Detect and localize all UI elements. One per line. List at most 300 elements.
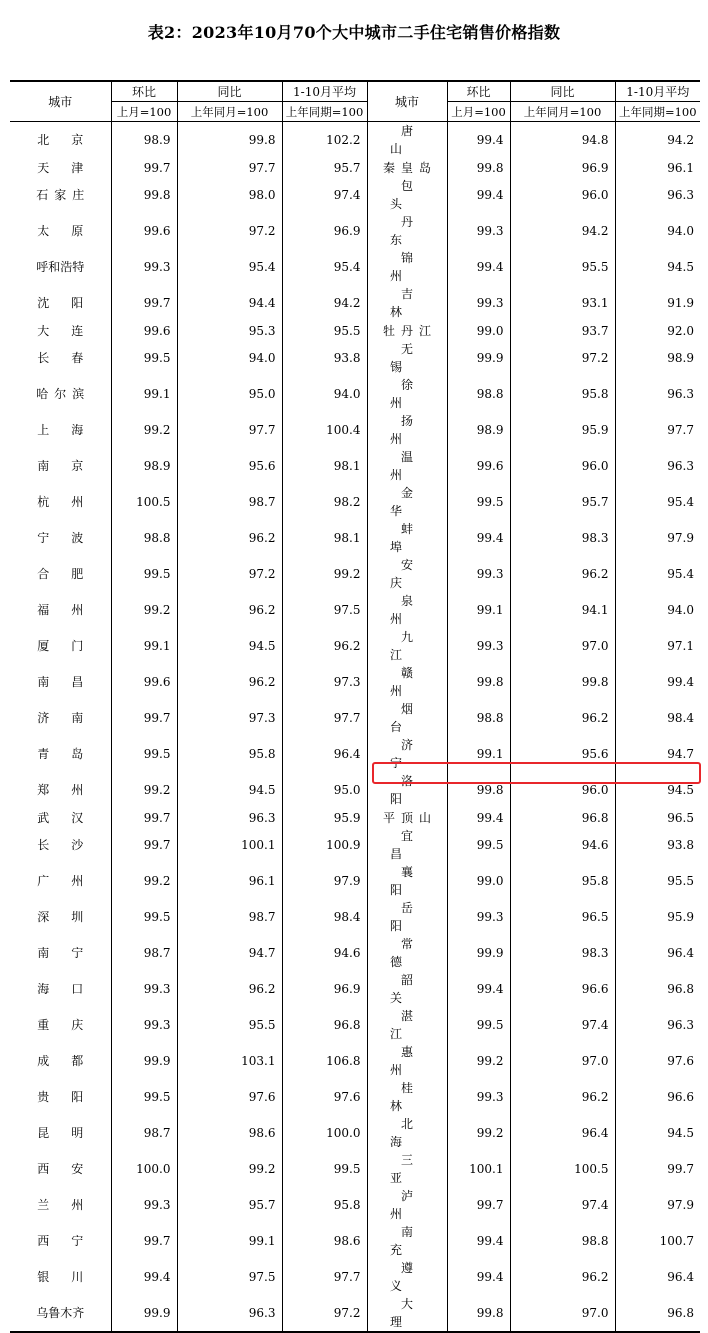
- city-name-left: 乌鲁木齐: [10, 1295, 111, 1332]
- mom-value-right: 98.9: [447, 412, 510, 448]
- avg-value-left: 97.2: [282, 1295, 367, 1332]
- yoy-value-left: 95.6: [177, 448, 282, 484]
- table-row: [10, 971, 700, 1007]
- header-city-right: 城市: [367, 81, 447, 122]
- avg-value-left: 94.0: [282, 376, 367, 412]
- yoy-value-right: 95.8: [510, 863, 615, 899]
- table-row: [10, 213, 700, 249]
- table-row: [10, 158, 700, 177]
- mom-value-left: 99.2: [111, 772, 177, 808]
- city-name-right: 扬州: [367, 412, 447, 448]
- avg-value-left: 94.2: [282, 285, 367, 321]
- yoy-value-right: 97.2: [510, 340, 615, 376]
- mom-value-left: 99.8: [111, 177, 177, 213]
- mom-value-left: 99.3: [111, 1007, 177, 1043]
- header-mom-sub-left: 上月=100: [111, 102, 177, 122]
- yoy-value-left: 95.0: [177, 376, 282, 412]
- city-name-left: 南昌: [10, 664, 111, 700]
- yoy-value-left: 96.1: [177, 863, 282, 899]
- table-row: [10, 664, 700, 700]
- yoy-value-right: 99.8: [510, 664, 615, 700]
- table-row: [10, 1151, 700, 1187]
- city-name-right: 九江: [367, 628, 447, 664]
- yoy-value-left: 98.7: [177, 899, 282, 935]
- avg-value-right: 96.3: [667, 1018, 694, 1032]
- city-name-right: 锦州: [367, 249, 447, 285]
- avg-value-right: 96.8: [615, 1295, 700, 1332]
- mom-value-right: 99.8: [447, 1295, 510, 1332]
- city-name-right: 蚌埠: [367, 520, 447, 556]
- yoy-value-right: 96.4: [510, 1115, 615, 1151]
- avg-value-left: 98.1: [282, 448, 367, 484]
- avg-value-left: 97.7: [282, 700, 367, 736]
- city-name-left: 南京: [10, 448, 111, 484]
- city-name-left: 济南: [10, 700, 111, 736]
- city-name-right: 岳阳: [367, 899, 447, 935]
- yoy-value-left: 95.3: [177, 321, 282, 340]
- avg-value-left: 100.4: [282, 412, 367, 448]
- city-name-left: 南宁: [10, 935, 111, 971]
- mom-value-right: 99.3: [447, 1079, 510, 1115]
- header-avg-left: 1-10月平均: [282, 81, 367, 102]
- yoy-value-right: 96.0: [510, 448, 615, 484]
- avg-value-left: 94.6: [282, 935, 367, 971]
- yoy-value-right: 94.8: [510, 122, 615, 159]
- avg-value-right: 96.5: [667, 810, 694, 825]
- city-name-right: 金华: [367, 484, 447, 520]
- avg-value-right: 94.5: [667, 1126, 694, 1140]
- avg-value-left: 97.7: [282, 1259, 367, 1295]
- yoy-value-left: 95.4: [177, 249, 282, 285]
- avg-value-right: 96.8: [667, 982, 694, 996]
- mom-value-right: 99.3: [447, 628, 510, 664]
- mom-value-left: 99.5: [111, 340, 177, 376]
- city-name-right: 泉州: [367, 592, 447, 628]
- avg-value-left: 95.7: [282, 158, 367, 177]
- mom-value-right: 99.4: [447, 122, 510, 159]
- yoy-value-left: 97.2: [177, 213, 282, 249]
- yoy-value-left: 103.1: [177, 1043, 282, 1079]
- yoy-value-left: 96.2: [177, 971, 282, 1007]
- mom-value-right: 99.6: [447, 448, 510, 484]
- mom-value-left: 99.7: [111, 1223, 177, 1259]
- yoy-value-right: 96.6: [510, 971, 615, 1007]
- mom-value-left: 99.7: [111, 700, 177, 736]
- table-row: [10, 1223, 700, 1259]
- mom-value-right: 99.3: [447, 285, 510, 321]
- table-row: [10, 177, 700, 213]
- avg-value-right: 92.0: [667, 323, 694, 338]
- mom-value-right: 99.5: [447, 827, 510, 863]
- city-name-left: 海口: [10, 971, 111, 1007]
- table-row: [10, 628, 700, 664]
- city-name-left: 呼和浩特: [10, 249, 111, 285]
- mom-value-left: 98.9: [111, 122, 177, 159]
- mom-value-left: 99.2: [111, 863, 177, 899]
- yoy-value-right: 96.9: [510, 158, 615, 177]
- table-row: [10, 863, 700, 899]
- mom-value-right: 99.4: [447, 520, 510, 556]
- avg-value-right: 97.9: [667, 1198, 694, 1212]
- yoy-value-left: 98.7: [177, 484, 282, 520]
- mom-value-left: 99.7: [111, 827, 177, 863]
- table-row: [10, 808, 700, 827]
- avg-value-left: 98.4: [282, 899, 367, 935]
- header-avg-sub-right: 上年同期=100: [615, 102, 700, 122]
- avg-value-right: 94.0: [667, 603, 694, 617]
- yoy-value-right: 97.0: [510, 1295, 615, 1332]
- mom-value-left: 99.1: [111, 628, 177, 664]
- city-name-left: 合肥: [10, 556, 111, 592]
- mom-value-left: 99.7: [111, 808, 177, 827]
- table-row: [10, 321, 700, 340]
- mom-value-right: 99.9: [447, 935, 510, 971]
- city-name-right: 湛江: [367, 1007, 447, 1043]
- avg-value-left: 95.4: [282, 249, 367, 285]
- city-name-left: 长春: [10, 340, 111, 376]
- yoy-value-left: 98.0: [177, 177, 282, 213]
- mom-value-right: 99.4: [447, 808, 510, 827]
- yoy-value-left: 94.5: [177, 772, 282, 808]
- table-row: [10, 412, 700, 448]
- city-name-left: 郑州: [10, 772, 111, 808]
- mom-value-right: 99.8: [447, 772, 510, 808]
- mom-value-right: 99.0: [447, 863, 510, 899]
- city-name-left: 大连: [10, 321, 111, 340]
- city-name-right: 牡丹江: [367, 321, 447, 340]
- mom-value-left: 99.4: [111, 1259, 177, 1295]
- mom-value-left: 98.9: [111, 448, 177, 484]
- city-name-left: 长沙: [10, 827, 111, 863]
- city-name-left: 深圳: [10, 899, 111, 935]
- header-row-sub: [10, 102, 700, 122]
- mom-value-left: 99.3: [111, 249, 177, 285]
- city-name-left: 贵阳: [10, 1079, 111, 1115]
- mom-value-right: 98.8: [447, 700, 510, 736]
- header-avg-sub-left: 上年同期=100: [282, 102, 367, 122]
- yoy-value-right: 93.1: [510, 285, 615, 321]
- mom-value-right: 99.0: [447, 321, 510, 340]
- avg-value-right: 96.3: [667, 387, 694, 401]
- yoy-value-left: 97.2: [177, 556, 282, 592]
- table-row: [10, 484, 700, 520]
- avg-value-left: 98.2: [282, 484, 367, 520]
- yoy-value-left: 96.2: [177, 592, 282, 628]
- mom-value-right: 99.5: [447, 484, 510, 520]
- mom-value-left: 99.6: [111, 213, 177, 249]
- city-name-right: 惠州: [367, 1043, 447, 1079]
- city-name-right: 包头: [367, 177, 447, 213]
- yoy-value-left: 95.8: [177, 736, 282, 772]
- avg-value-left: 96.2: [282, 628, 367, 664]
- city-name-right: 唐山: [367, 122, 447, 159]
- yoy-value-left: 99.2: [177, 1151, 282, 1187]
- city-name-left: 厦门: [10, 628, 111, 664]
- city-name-left: 西宁: [10, 1223, 111, 1259]
- mom-value-right: 99.3: [447, 556, 510, 592]
- city-name-right: 温州: [367, 448, 447, 484]
- city-name-left: 昆明: [10, 1115, 111, 1151]
- yoy-value-right: 94.1: [510, 592, 615, 628]
- avg-value-left: 98.1: [282, 520, 367, 556]
- avg-value-left: 98.6: [282, 1223, 367, 1259]
- yoy-value-left: 95.5: [177, 1007, 282, 1043]
- mom-value-left: 99.5: [111, 899, 177, 935]
- table-row: [10, 520, 700, 556]
- avg-value-right: 95.4: [667, 495, 694, 509]
- table-body: [10, 122, 700, 1333]
- mom-value-left: 99.3: [111, 1187, 177, 1223]
- avg-value-right: 97.9: [667, 531, 694, 545]
- table-row: [10, 935, 700, 971]
- avg-value-right: 98.9: [667, 351, 694, 365]
- mom-value-left: 99.9: [111, 1295, 177, 1332]
- mom-value-left: 98.8: [111, 520, 177, 556]
- city-name-right: 宜昌: [367, 827, 447, 863]
- avg-value-right: 97.6: [667, 1054, 694, 1068]
- yoy-value-right: 94.2: [510, 213, 615, 249]
- table-row: [10, 376, 700, 412]
- yoy-value-left: 97.6: [177, 1079, 282, 1115]
- yoy-value-left: 96.3: [177, 1295, 282, 1332]
- city-name-left: 西安: [10, 1151, 111, 1187]
- city-name-left: 石家庄: [10, 177, 111, 213]
- table-row: [10, 700, 700, 736]
- city-name-right: 赣州: [367, 664, 447, 700]
- mom-value-left: 99.9: [111, 1043, 177, 1079]
- mom-value-left: 99.2: [111, 412, 177, 448]
- avg-value-left: 96.9: [282, 971, 367, 1007]
- city-name-left: 福州: [10, 592, 111, 628]
- city-name-left: 哈尔滨: [10, 376, 111, 412]
- yoy-value-right: 95.9: [510, 412, 615, 448]
- avg-value-left: 93.8: [282, 340, 367, 376]
- mom-value-right: 99.4: [447, 177, 510, 213]
- header-city-left: 城市: [10, 81, 111, 122]
- header-avg-right: 1-10月平均: [615, 81, 700, 102]
- price-index-table: [10, 80, 700, 1333]
- avg-value-right: 95.4: [667, 567, 694, 581]
- avg-value-left: 99.2: [282, 556, 367, 592]
- mom-value-right: 99.8: [447, 664, 510, 700]
- yoy-value-right: 98.3: [510, 520, 615, 556]
- mom-value-right: 99.2: [447, 1043, 510, 1079]
- avg-value-right: 97.7: [667, 423, 694, 437]
- yoy-value-left: 98.6: [177, 1115, 282, 1151]
- mom-value-left: 99.3: [111, 971, 177, 1007]
- mom-value-right: 98.8: [447, 376, 510, 412]
- yoy-value-right: 94.6: [510, 827, 615, 863]
- header-yoy-sub-right: 上年同月=100: [510, 102, 615, 122]
- mom-value-right: 99.3: [447, 899, 510, 935]
- city-name-left: 成都: [10, 1043, 111, 1079]
- city-name-right: 秦皇岛: [367, 158, 447, 177]
- yoy-value-left: 96.2: [177, 520, 282, 556]
- yoy-value-right: 95.8: [510, 376, 615, 412]
- avg-value-right: 93.8: [667, 838, 694, 852]
- avg-value-right: 96.1: [667, 160, 694, 175]
- avg-value-left: 97.6: [282, 1079, 367, 1115]
- yoy-value-left: 94.4: [177, 285, 282, 321]
- city-name-right: 南充: [367, 1223, 447, 1259]
- mom-value-left: 99.5: [111, 556, 177, 592]
- yoy-value-right: 97.0: [510, 1043, 615, 1079]
- mom-value-left: 99.1: [111, 376, 177, 412]
- table-row: [10, 736, 700, 772]
- city-name-right: 泸州: [367, 1187, 447, 1223]
- avg-value-right: 99.4: [667, 675, 694, 689]
- mom-value-right: 99.4: [447, 1259, 510, 1295]
- header-yoy-right: 同比: [510, 81, 615, 102]
- avg-value-right: 95.9: [667, 910, 694, 924]
- city-name-left: 沈阳: [10, 285, 111, 321]
- city-name-left: 兰州: [10, 1187, 111, 1223]
- table-row: [10, 448, 700, 484]
- yoy-value-right: 96.5: [510, 899, 615, 935]
- avg-value-left: 100.9: [282, 827, 367, 863]
- avg-value-right: 96.3: [667, 459, 694, 473]
- avg-value-left: 95.8: [282, 1187, 367, 1223]
- mom-value-left: 98.7: [111, 1115, 177, 1151]
- yoy-value-right: 96.2: [510, 700, 615, 736]
- mom-value-right: 99.4: [447, 249, 510, 285]
- yoy-value-right: 97.4: [510, 1187, 615, 1223]
- table-row: [10, 1295, 700, 1332]
- city-name-right: 洛阳: [367, 772, 447, 808]
- yoy-value-right: 96.2: [510, 1259, 615, 1295]
- yoy-value-right: 97.4: [510, 1007, 615, 1043]
- yoy-value-left: 100.1: [177, 827, 282, 863]
- table-row: [10, 285, 700, 321]
- table-row: [10, 1259, 700, 1295]
- city-name-right: 平顶山: [367, 808, 447, 827]
- yoy-value-right: 98.3: [510, 935, 615, 971]
- yoy-value-right: 93.7: [510, 321, 615, 340]
- avg-value-left: 100.0: [282, 1115, 367, 1151]
- yoy-value-right: 96.2: [510, 556, 615, 592]
- city-name-left: 上海: [10, 412, 111, 448]
- yoy-value-left: 97.7: [177, 412, 282, 448]
- city-name-left: 青岛: [10, 736, 111, 772]
- table-row: [10, 340, 700, 376]
- mom-value-right: 99.5: [447, 1007, 510, 1043]
- avg-value-left: 96.4: [282, 736, 367, 772]
- table-row: [10, 1007, 700, 1043]
- mom-value-right: 99.1: [447, 592, 510, 628]
- header-mom-left: 环比: [111, 81, 177, 102]
- city-name-left: 杭州: [10, 484, 111, 520]
- city-name-left: 太原: [10, 213, 111, 249]
- city-name-left: 银川: [10, 1259, 111, 1295]
- header-yoy-left: 同比: [177, 81, 282, 102]
- avg-value-right: 94.5: [667, 260, 694, 274]
- mom-value-right: 99.2: [447, 1115, 510, 1151]
- avg-value-left: 95.5: [282, 321, 367, 340]
- avg-value-right: 96.4: [667, 946, 694, 960]
- city-name-right: 大理: [367, 1295, 447, 1332]
- city-name-left: 武汉: [10, 808, 111, 827]
- city-name-right: 安庆: [367, 556, 447, 592]
- avg-value-right: 99.7: [667, 1162, 694, 1176]
- avg-value-left: 97.3: [282, 664, 367, 700]
- yoy-value-left: 94.5: [177, 628, 282, 664]
- yoy-value-right: 95.5: [510, 249, 615, 285]
- city-name-right: 徐州: [367, 376, 447, 412]
- yoy-value-right: 100.5: [510, 1151, 615, 1187]
- yoy-value-left: 96.2: [177, 664, 282, 700]
- city-name-left: 北京: [10, 122, 111, 159]
- header-mom-right: 环比: [447, 81, 510, 102]
- avg-value-right: 96.4: [667, 1270, 694, 1284]
- yoy-value-right: 96.0: [510, 177, 615, 213]
- table-row: [10, 556, 700, 592]
- city-name-left: 重庆: [10, 1007, 111, 1043]
- avg-value-right: 91.9: [667, 296, 694, 310]
- avg-value-right: 98.4: [667, 711, 694, 725]
- avg-value-right: 95.5: [667, 874, 694, 888]
- city-name-left: 广州: [10, 863, 111, 899]
- avg-value-right: 94.7: [667, 747, 694, 761]
- mom-value-right: 99.8: [447, 158, 510, 177]
- city-name-right: 三亚: [367, 1151, 447, 1187]
- city-name-right: 无锡: [367, 340, 447, 376]
- mom-value-right: 99.4: [447, 1223, 510, 1259]
- avg-value-left: 97.4: [282, 177, 367, 213]
- avg-value-right: 100.7: [659, 1234, 694, 1248]
- mom-value-right: 100.1: [447, 1151, 510, 1187]
- table-row: [10, 1115, 700, 1151]
- yoy-value-left: 95.7: [177, 1187, 282, 1223]
- mom-value-left: 99.7: [111, 158, 177, 177]
- city-name-right: 遵义: [367, 1259, 447, 1295]
- avg-value-left: 96.8: [282, 1007, 367, 1043]
- avg-value-left: 95.9: [282, 808, 367, 827]
- table-row: [10, 249, 700, 285]
- city-name-right: 济宁: [367, 736, 447, 772]
- city-name-right: 常德: [367, 935, 447, 971]
- city-name-right: 烟台: [367, 700, 447, 736]
- city-name-left: 宁波: [10, 520, 111, 556]
- yoy-value-left: 94.0: [177, 340, 282, 376]
- avg-value-right: 96.3: [667, 188, 694, 202]
- avg-value-right: 94.0: [667, 224, 694, 238]
- table-row: [10, 899, 700, 935]
- yoy-value-left: 96.3: [177, 808, 282, 827]
- yoy-value-right: 96.2: [510, 1079, 615, 1115]
- avg-value-right: 94.5: [667, 783, 694, 797]
- yoy-value-left: 99.8: [177, 122, 282, 159]
- header-mom-sub-right: 上月=100: [447, 102, 510, 122]
- mom-value-left: 98.7: [111, 935, 177, 971]
- mom-value-left: 100.5: [111, 484, 177, 520]
- yoy-value-right: 96.8: [510, 808, 615, 827]
- yoy-value-right: 95.7: [510, 484, 615, 520]
- yoy-value-right: 98.8: [510, 1223, 615, 1259]
- avg-value-right: 96.6: [667, 1090, 694, 1104]
- yoy-value-left: 99.1: [177, 1223, 282, 1259]
- avg-value-left: 99.5: [282, 1151, 367, 1187]
- mom-value-right: 99.3: [447, 213, 510, 249]
- mom-value-right: 99.1: [447, 736, 510, 772]
- mom-value-left: 99.7: [111, 285, 177, 321]
- avg-value-right: 97.1: [667, 639, 694, 653]
- mom-value-right: 99.4: [447, 971, 510, 1007]
- mom-value-left: 99.2: [111, 592, 177, 628]
- table-row: [10, 1079, 700, 1115]
- city-name-right: 丹东: [367, 213, 447, 249]
- city-name-left: 天津: [10, 158, 111, 177]
- avg-value-left: 95.0: [282, 772, 367, 808]
